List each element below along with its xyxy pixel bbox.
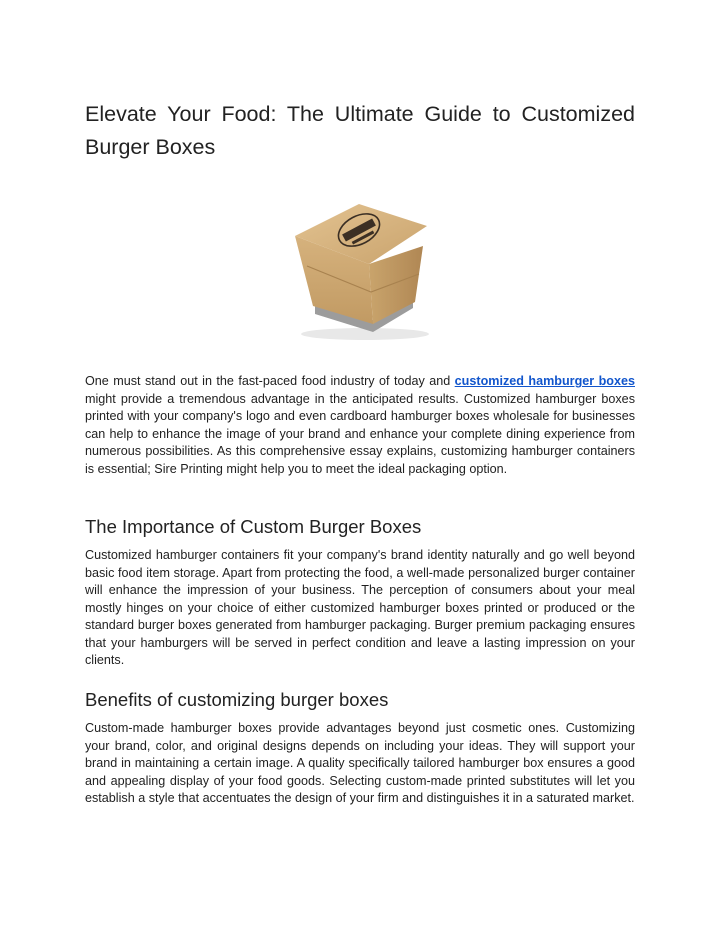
customized-hamburger-boxes-link[interactable]: customized hamburger boxes <box>454 374 635 388</box>
box-shadow <box>301 328 429 340</box>
section-heading: Benefits of customizing burger boxes <box>85 689 389 710</box>
page-title: Elevate Your Food: The Ultimate Guide to Customized Burger Boxes <box>85 102 635 159</box>
section-heading: The Importance of Custom Burger Boxes <box>85 516 422 537</box>
intro-text-before: One must stand out in the fast-paced food industry of today and <box>85 374 455 388</box>
section-benefits <box>85 688 635 808</box>
section-body: Custom-made hamburger boxes provide advantages beyond just cosmetic ones. Customizing your brand, color, and original designs depends on including your ideas. They will support your brand in maintaining a certain image. A quality specifically tailored hamburger box ensures a good and appealing display of your food goods. Selecting custom-made printed substitutes will let you establish a style that accentuates the design of your firm and distinguishes it in a saturated market. <box>85 721 635 805</box>
section-importance <box>85 515 635 670</box>
section-body: Customized hamburger containers fit your company's brand identity naturally and go well beyond basic food item storage. Apart from protecting the food, a well-made personalized burger container will enhance the impression of your business. The perception of consumers about your meal mostly hinges on your choice of either customized hamburger boxes printed or produced or the standard burger boxes generated from hamburger packaging. Burger premium packaging ensures that your hamburgers will be served in perfect condition and leave a lasting impression on your clients. <box>85 548 635 667</box>
burger-box-image <box>285 196 437 342</box>
intro-text-after: might provide a tremendous advantage in the anticipated results. Customized hamburger boxes printed with your company's logo and even cardboard hamburger boxes wholesale for businesses can help to enhance the image of your brand and enhance your complete dining experience from numerous possibilities. As this comprehensive essay explains, customizing hamburger containers is essential; Sire Printing might help you to meet the ideal packaging option. <box>85 391 635 476</box>
intro-paragraph <box>85 373 635 478</box>
